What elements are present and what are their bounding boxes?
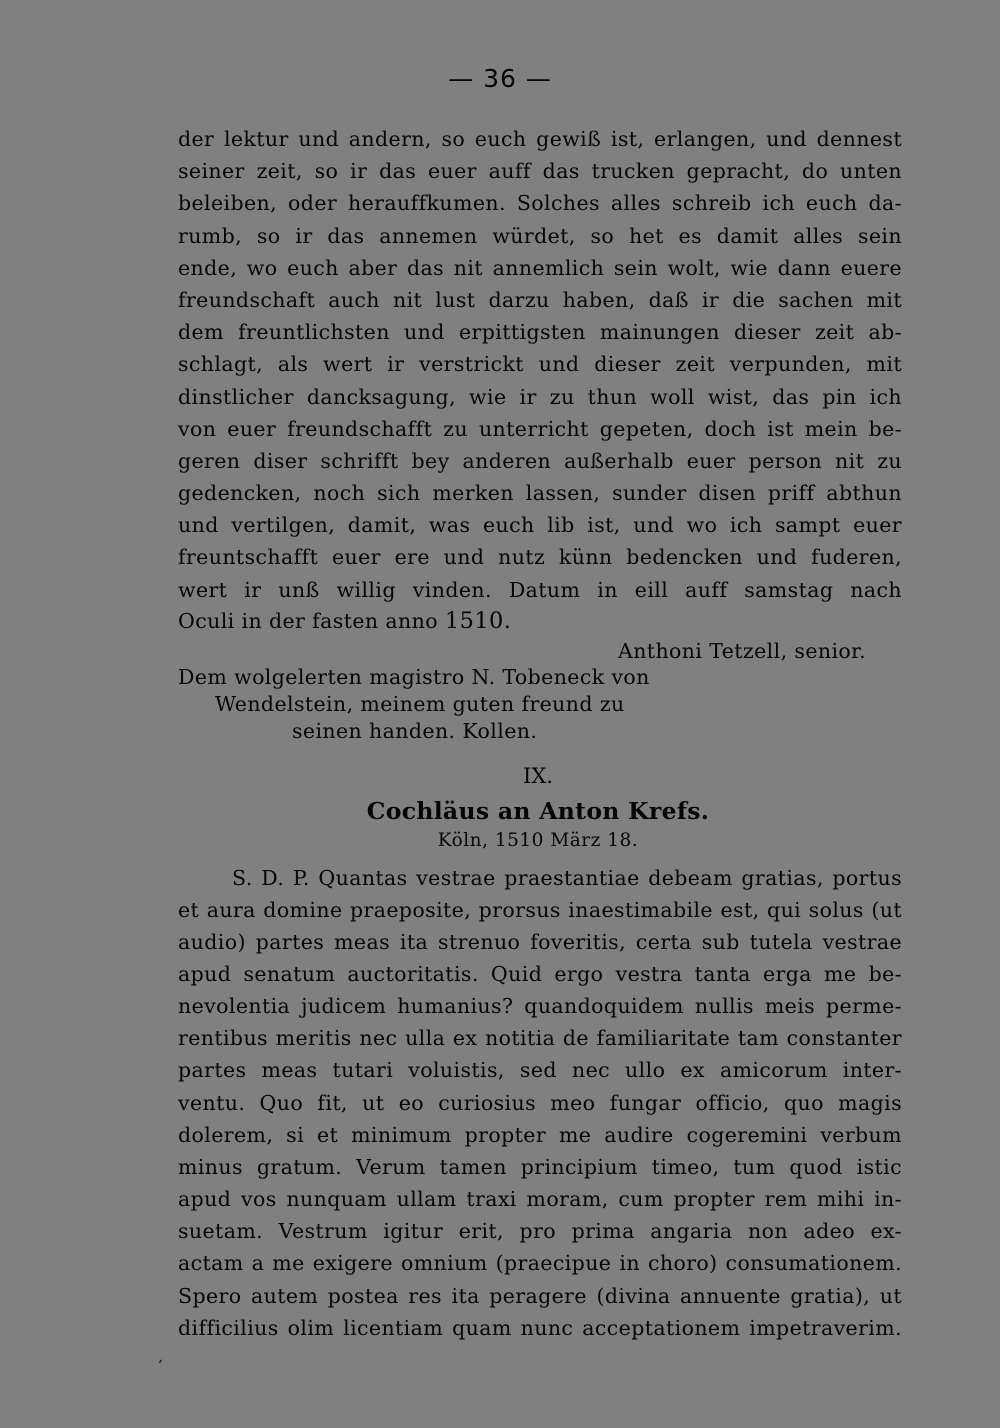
address-line: Dem wolgelerten magistro N. Tobeneck von bbox=[178, 665, 650, 689]
body-line: freundschaft auch nit lust darzu haben, daß ir die sachen mit bbox=[178, 288, 902, 312]
body-line-closing bbox=[178, 607, 902, 635]
body-line: beleiben, oder herauffkumen. Solches alles schreib ich euch da- bbox=[178, 191, 902, 215]
body-line: der lektur und andern, so euch gewiß ist, erlangen, und dennest bbox=[178, 127, 902, 151]
body-line: wert ir unß willig vinden. Datum in eill auff samstag nach bbox=[178, 578, 902, 602]
latin-line: apud vos nunquam ullam traxi moram, cum propter rem mihi in- bbox=[178, 1187, 902, 1211]
latin-line: actam a me exigere omnium (praecipue in choro) consumationem. bbox=[178, 1251, 902, 1275]
body-line: ende, wo euch aber das nit annemlich sein wolt, wie dann euere bbox=[178, 256, 902, 280]
body-line: von euer freundschafft zu unterricht gepeten, doch ist mein be- bbox=[178, 417, 902, 441]
signature: Anthoni Tetzell, senior. bbox=[618, 639, 867, 663]
latin-line: partes meas tutari voluistis, sed nec ullo ex amicorum inter- bbox=[178, 1058, 902, 1082]
latin-line: ventu. Quo fit, ut eo curiosius meo fungar officio, quo magis bbox=[178, 1091, 902, 1115]
address-line: Wendelstein, meinem guten freund zu bbox=[215, 692, 625, 716]
section-title: Cochläus an Anton Krefs. bbox=[366, 797, 710, 825]
latin-line: suetam. Vestrum igitur erit, pro prima angaria non adeo ex- bbox=[178, 1219, 902, 1243]
latin-line: S. D. P. Quantas vestrae praestantiae debeam gratias, portus bbox=[232, 866, 902, 890]
page-number: — 36 — bbox=[448, 64, 552, 93]
latin-line: minus gratum. Verum tamen principium timeo, tum quod istic bbox=[178, 1155, 902, 1179]
closing-text: Oculi in der fasten anno bbox=[178, 609, 438, 633]
body-line: gedencken, noch sich merken lassen, sunder disen priff abthun bbox=[178, 481, 902, 505]
body-line: freuntschafft euer ere und nutz künn bedencken und fuderen, bbox=[178, 545, 902, 569]
section-number: IX. bbox=[523, 764, 553, 788]
body-line: dinstlicher dancksagung, wie ir zu thun woll wist, das pin ich bbox=[178, 385, 902, 409]
address-line: seinen handen. Kollen. bbox=[292, 719, 538, 743]
body-line: rumb, so ir das annemen würdet, so het es damit alles sein bbox=[178, 224, 902, 248]
body-line: schlagt, als wert ir verstrickt und dieser zeit verpunden, mit bbox=[178, 352, 902, 376]
body-line: dem freuntlichsten und erpittigsten mainungen dieser zeit ab- bbox=[178, 320, 902, 344]
body-line: seiner zeit, so ir das euer auff das trucken gepracht, do unten bbox=[178, 159, 902, 183]
latin-line: et aura domine praeposite, prorsus inaestimabile est, qui solus (ut bbox=[178, 898, 902, 922]
body-line: geren diser schrifft bey anderen außerhalb euer person nit zu bbox=[178, 449, 902, 473]
latin-line: apud senatum auctoritatis. Quid ergo vestra tanta erga me be- bbox=[178, 962, 902, 986]
stray-mark: ‘ bbox=[158, 1358, 163, 1374]
body-line: und vertilgen, damit, was euch lib ist, und wo ich sampt euer bbox=[178, 513, 902, 537]
latin-line: dolerem, si et minimum propter me audire cogeremini verbum bbox=[178, 1123, 902, 1147]
letter-year: 1510. bbox=[444, 608, 512, 634]
latin-line: Spero autem postea res ita peragere (divina annuente gratia), ut bbox=[178, 1284, 902, 1308]
latin-line: audio) partes meas ita strenuo foveritis, certa sub tutela vestrae bbox=[178, 930, 902, 954]
latin-line: nevolentia judicem humanius? quandoquidem nullis meis perme- bbox=[178, 994, 902, 1018]
section-date: Köln, 1510 März 18. bbox=[437, 830, 639, 851]
latin-line: difficilius olim licentiam quam nunc acceptationem impetraverim. bbox=[178, 1316, 902, 1340]
latin-line: rentibus meritis nec ulla ex notitia de familiaritate tam constanter bbox=[178, 1026, 902, 1050]
